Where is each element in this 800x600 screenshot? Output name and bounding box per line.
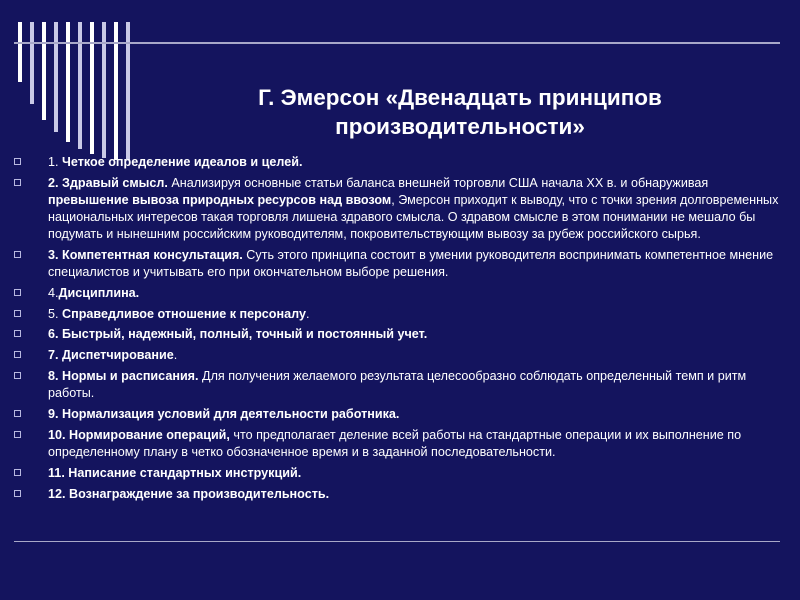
principle-text: 10. Нормирование операций, xyxy=(48,428,230,443)
principle-text: 3. Компетентная консультация. xyxy=(48,247,243,262)
principle-item xyxy=(14,326,784,343)
decorative-stripes xyxy=(0,0,140,160)
square-bullet-icon xyxy=(14,179,21,186)
principle-item xyxy=(14,486,784,503)
square-bullet-icon xyxy=(14,351,21,358)
principle-item xyxy=(14,406,784,423)
principle-text: 5. xyxy=(48,306,63,321)
principle-item xyxy=(14,247,784,281)
slide-title-line-1: Г. Эмерсон «Двенадцать принципов xyxy=(258,85,662,110)
principle-text: 9. Нормализация условий для деятельности работника. xyxy=(48,407,400,422)
principle-text: что предполагает деление всей работы на стандартные операции и их выполнение по определенному плану в четко обозначенное время и в заданной последовательности. xyxy=(48,428,742,460)
principle-text: превышение вывоза природных ресурсов над ввозом xyxy=(48,192,392,207)
square-bullet-icon xyxy=(14,158,21,165)
principle-text: 8. Нормы и расписания. xyxy=(48,369,199,384)
principle-text: 7. Диспетчирование xyxy=(48,348,174,363)
top-divider xyxy=(14,42,780,44)
square-bullet-icon xyxy=(14,469,21,476)
principle-item xyxy=(14,368,784,402)
principle-item xyxy=(14,175,784,243)
square-bullet-icon xyxy=(14,490,21,497)
stripe xyxy=(42,22,46,120)
principle-text: 2. Здравый смысл. xyxy=(48,175,168,190)
bottom-divider xyxy=(14,541,780,542)
square-bullet-icon xyxy=(14,372,21,379)
principle-text: 4. xyxy=(48,285,59,300)
slide-title xyxy=(150,83,770,141)
principle-text: Четкое определение идеалов и целей. xyxy=(62,155,303,169)
principle-text: 11. Написание стандартных инструкций. xyxy=(48,465,302,480)
square-bullet-icon xyxy=(14,251,21,258)
principle-item xyxy=(14,347,784,364)
principle-item xyxy=(14,427,784,461)
principle-text: 1. xyxy=(48,155,63,169)
stripe xyxy=(30,22,34,104)
principle-item xyxy=(14,154,784,171)
principle-text: Суть этого принципа состоит в умении руководителя воспринимать компетентное мнение специалистов и учитывать его при окончательном выборе решения. xyxy=(48,247,774,279)
principle-text: 6. Быстрый, надежный, полный, точный и постоянный учет. xyxy=(48,327,428,342)
stripe xyxy=(66,22,70,142)
square-bullet-icon xyxy=(14,330,21,337)
square-bullet-icon xyxy=(14,410,21,417)
principle-item xyxy=(14,306,784,323)
principle-text: Анализируя основные статьи баланса внешней торговли США начала XX в. и обнаруживая xyxy=(167,175,709,190)
stripe xyxy=(18,22,22,82)
principle-text: . xyxy=(305,306,310,321)
square-bullet-icon xyxy=(14,431,21,438)
principle-item xyxy=(14,285,784,302)
stripe xyxy=(54,22,58,132)
principle-item xyxy=(14,465,784,482)
principle-text: . xyxy=(173,348,178,363)
principle-text: Дисциплина. xyxy=(58,285,140,300)
principle-text: Для получения желаемого результата целесообразно соблюдать определенный темп и ритм работы. xyxy=(48,369,747,401)
slide-title-line-2: производительности» xyxy=(335,114,585,139)
square-bullet-icon xyxy=(14,289,21,296)
square-bullet-icon xyxy=(14,310,21,317)
principle-text: Справедливое отношение к персоналу xyxy=(62,306,306,321)
principle-text: 12. Вознаграждение за производительность. xyxy=(48,486,330,501)
principles-list xyxy=(14,154,784,507)
principle-text: , Эмерсон приходит к выводу, что с точки зрения долговременных национальных интересов такая торговля лишена здравого смысла. О здравом смысле в этом понимании не мешало бы подумать и нынешним российским руководителям, покровительствующим вывозу за рубеж российского сырья. xyxy=(48,192,779,241)
